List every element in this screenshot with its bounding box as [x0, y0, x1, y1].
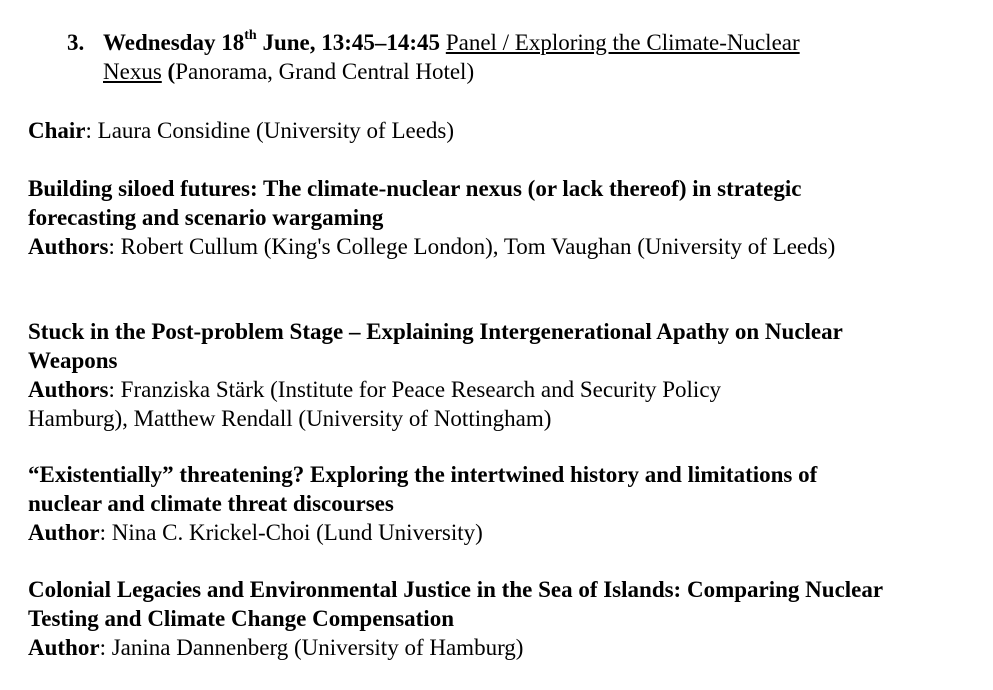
session-location: Panorama, Grand Central Hotel) [175, 59, 475, 84]
session-location-paren: ( [161, 59, 176, 84]
paper-title-line: Stuck in the Post-problem Stage – Explaining Intergenerational Apathy on Nuclear [28, 319, 843, 344]
paper-1 [28, 174, 978, 261]
authors-value: : Nina C. Krickel-Choi (Lund University) [99, 520, 483, 545]
paper-authors-line [28, 232, 978, 261]
session-number: 3. [67, 30, 85, 55]
paper-authors-line [28, 518, 978, 547]
authors-value: : Janina Dannenberg (University of Hamburg) [99, 635, 524, 660]
paper-authors-continuation: Hamburg), Matthew Rendall (University of Nottingham) [28, 406, 552, 431]
session-title-part-1: Panel / Exploring the Climate-Nuclear [445, 30, 800, 55]
paper-title-line: Building siloed futures: The climate-nuclear nexus (or lack thereof) in strategic [28, 176, 802, 201]
paper-authors-line [28, 633, 978, 662]
session-header-line-2 [67, 57, 947, 86]
authors-label: Author [28, 520, 100, 545]
paper-title-line: Colonial Legacies and Environmental Justice in the Sea of Islands: Comparing Nuclear [28, 577, 884, 602]
chair-line [28, 116, 978, 145]
paper-title-line: Weapons [28, 348, 118, 373]
paper-authors-line [28, 375, 978, 404]
chair-label: Chair [28, 118, 86, 143]
paper-title-line: Testing and Climate Change Compensation [28, 606, 454, 631]
paper-3 [28, 460, 978, 547]
paper-title-line: forecasting and scenario wargaming [28, 205, 384, 230]
session-header-line-1 [67, 28, 947, 57]
chair-value: : Laura Considine (University of Leeds) [85, 118, 455, 143]
paper-title-line: “Existentially” threatening? Exploring the intertwined history and limitations of [28, 462, 818, 487]
paper-4 [28, 575, 978, 662]
session-day-suffix: th [244, 28, 257, 44]
session-header [67, 28, 947, 86]
session-title-part-2: Nexus [103, 59, 162, 84]
authors-label: Authors [28, 377, 109, 402]
paper-2 [28, 317, 978, 433]
session-time: June, 13:45–14:45 [256, 30, 441, 55]
authors-value: : Robert Cullum (King's College London), Tom Vaughan (University of Leeds) [108, 234, 836, 259]
authors-label: Author [28, 635, 100, 660]
authors-label: Authors [28, 234, 109, 259]
session-day: Wednesday 18 [103, 30, 245, 55]
authors-value: : Franziska Stärk (Institute for Peace Research and Security Policy [108, 377, 722, 402]
paper-title-line: nuclear and climate threat discourses [28, 491, 394, 516]
